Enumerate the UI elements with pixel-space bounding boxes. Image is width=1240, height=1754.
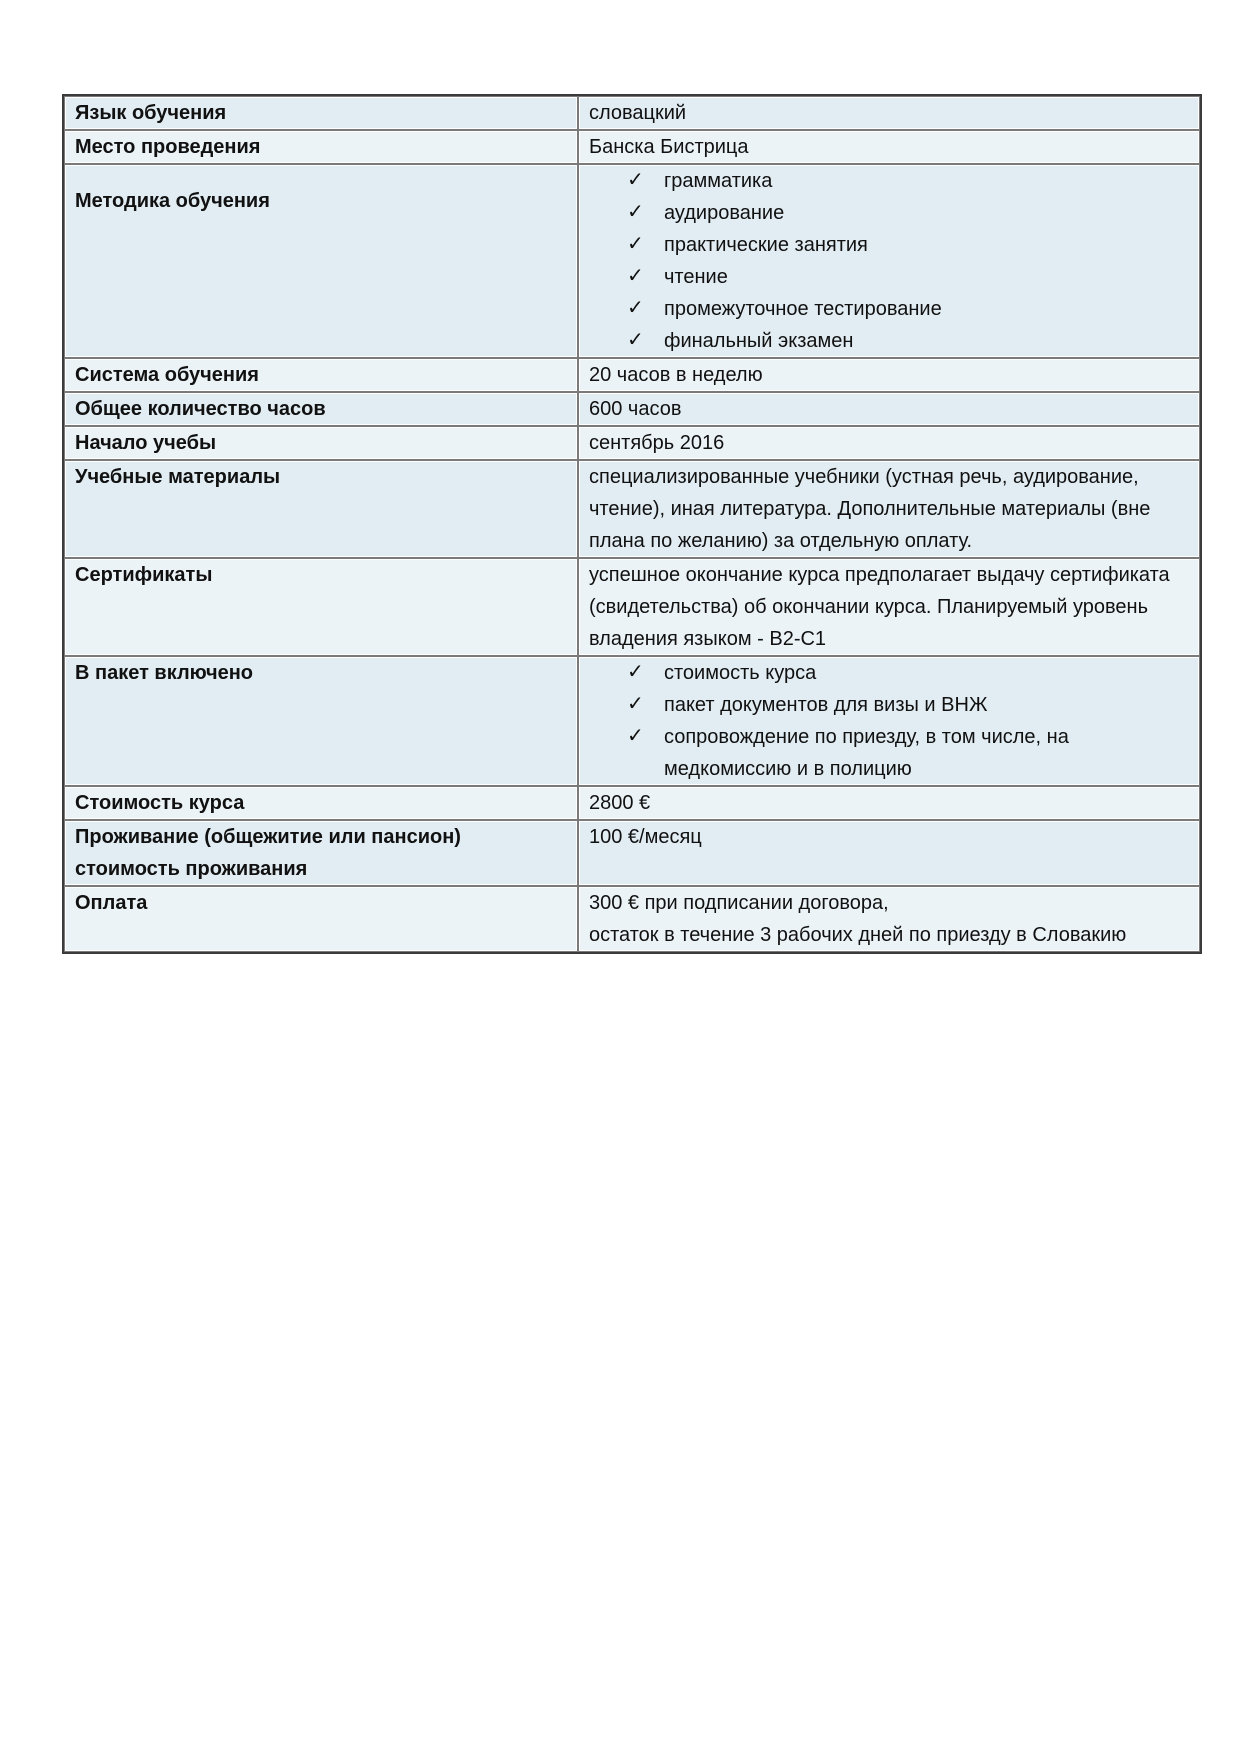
checkmark-icon: ✓	[627, 231, 644, 255]
row-value: 20 часов в неделю	[578, 358, 1200, 392]
table-row	[64, 392, 1200, 426]
list-item	[589, 721, 1189, 785]
list-item-text: финальный экзамен	[664, 330, 854, 352]
list-item	[589, 197, 1189, 229]
package-list	[589, 657, 1189, 785]
row-value	[578, 886, 1200, 952]
row-value: специализированные учебники (устная речь, аудирование, чтение), иная литература. Дополнительные материалы (вне плана по желанию) за отдельную оплату.	[578, 460, 1200, 558]
list-item	[589, 165, 1189, 197]
checkmark-icon: ✓	[627, 327, 644, 351]
row-value: Банска Бистрица	[578, 130, 1200, 164]
row-label: Язык обучения	[64, 96, 578, 130]
row-label: Оплата	[64, 886, 578, 952]
row-label: Система обучения	[64, 358, 578, 392]
row-label: Методика обучения	[64, 164, 578, 358]
row-label: Стоимость курса	[64, 786, 578, 820]
list-item	[589, 293, 1189, 325]
checkmark-icon: ✓	[627, 295, 644, 319]
list-item-text: грамматика	[664, 170, 773, 192]
checkmark-icon: ✓	[627, 199, 644, 223]
list-item	[589, 229, 1189, 261]
table-row	[64, 886, 1200, 952]
list-item-text: пакет документов для визы и ВНЖ	[664, 694, 988, 716]
row-label: В пакет включено	[64, 656, 578, 786]
list-item-text: промежуточное тестирование	[664, 298, 942, 320]
list-item	[589, 261, 1189, 293]
payment-line: 300 € при подписании договора,	[589, 892, 889, 914]
list-item	[589, 689, 1189, 721]
row-value	[578, 656, 1200, 786]
table-row	[64, 96, 1200, 130]
row-label: Учебные материалы	[64, 460, 578, 558]
row-label: Проживание (общежитие или пансион) стоимость проживания	[64, 820, 578, 886]
row-label: Начало учебы	[64, 426, 578, 460]
row-value: 100 €/месяц	[578, 820, 1200, 886]
checkmark-icon: ✓	[627, 691, 644, 715]
list-item-text: аудирование	[664, 202, 785, 224]
list-item-text: практические занятия	[664, 234, 868, 256]
row-value: 600 часов	[578, 392, 1200, 426]
checkmark-icon: ✓	[627, 167, 644, 191]
table-row	[64, 656, 1200, 786]
row-value: сентябрь 2016	[578, 426, 1200, 460]
method-list	[589, 165, 1189, 357]
row-value: словацкий	[578, 96, 1200, 130]
checkmark-icon: ✓	[627, 723, 644, 747]
row-label: Общее количество часов	[64, 392, 578, 426]
table-row	[64, 426, 1200, 460]
table-row	[64, 558, 1200, 656]
table-row	[64, 164, 1200, 358]
table-row	[64, 786, 1200, 820]
checkmark-icon: ✓	[627, 659, 644, 683]
payment-line: остаток в течение 3 рабочих дней по приезду в Словакию	[589, 924, 1127, 946]
list-item-text: чтение	[664, 266, 728, 288]
list-item-text: стоимость курса	[664, 662, 817, 684]
table-row	[64, 358, 1200, 392]
table-row	[64, 130, 1200, 164]
course-info-table	[62, 94, 1202, 954]
table-row	[64, 820, 1200, 886]
list-item-text: сопровождение по приезду, в том числе, на медкомиссию и в полицию	[664, 726, 1069, 780]
table-row	[64, 460, 1200, 558]
row-label: Место проведения	[64, 130, 578, 164]
row-label: Сертификаты	[64, 558, 578, 656]
list-item	[589, 657, 1189, 689]
row-value	[578, 164, 1200, 358]
checkmark-icon: ✓	[627, 263, 644, 287]
list-item	[589, 325, 1189, 357]
row-value: 2800 €	[578, 786, 1200, 820]
row-value: успешное окончание курса предполагает выдачу сертификата (свидетельства) об окончании курса. Планируемый уровень владения языком - В2-С1	[578, 558, 1200, 656]
